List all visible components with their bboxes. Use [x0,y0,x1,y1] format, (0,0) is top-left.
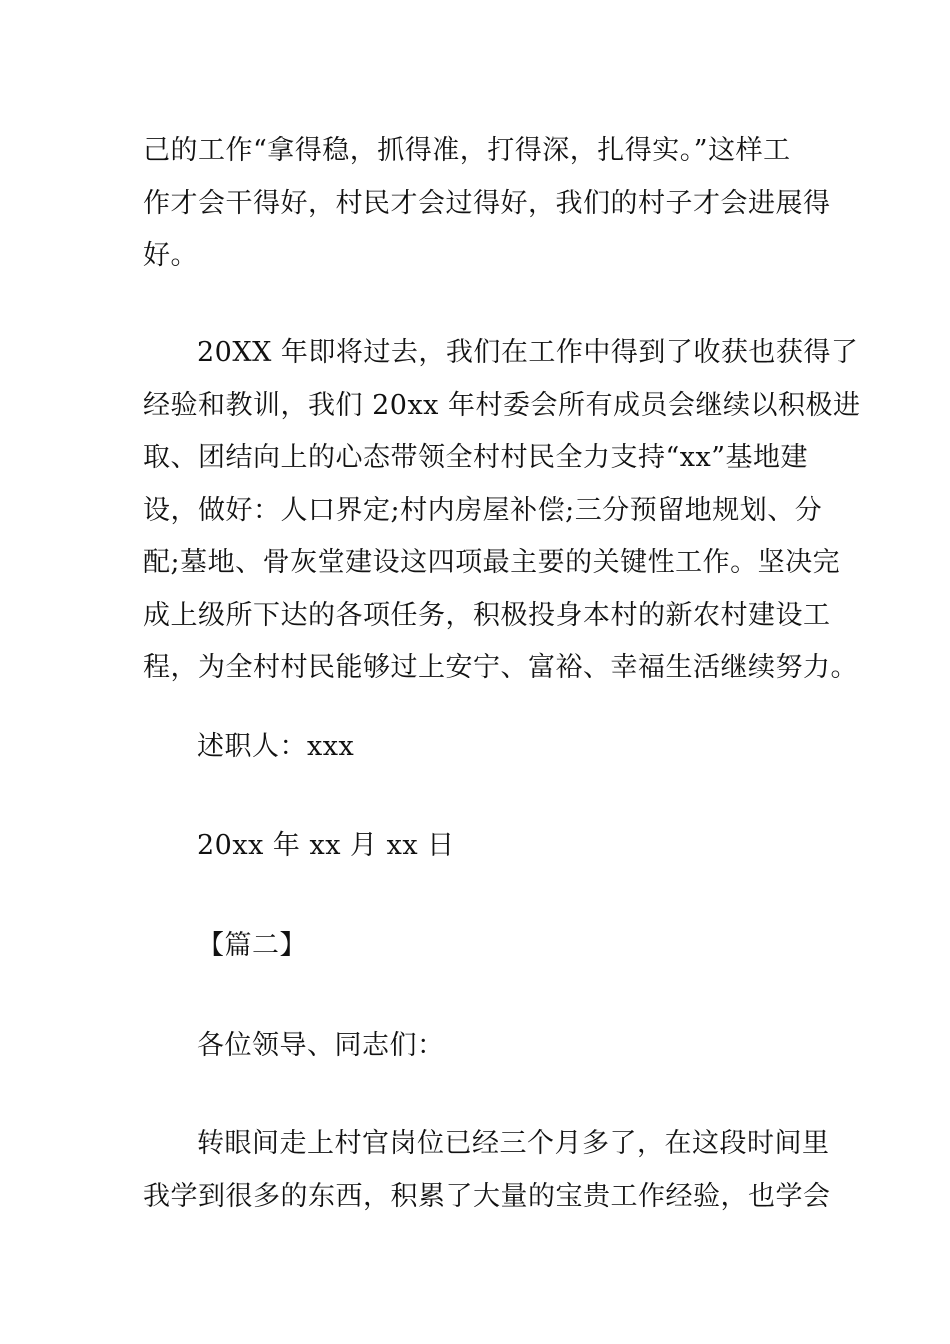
paragraph-2-line-3: 取、团结向上的心态带领全村村民全力支持“xx”基地建 [143,442,809,473]
paragraph-3-line-2: 我学到很多的东西，积累了大量的宝贵工作经验，也学会 [143,1180,831,1212]
paragraph-3 [143,1118,831,1223]
signature-name: 述职人：xxx [197,731,355,762]
paragraph-2-line-5: 配;墓地、骨灰堂建设这四项最主要的关键性工作。坚决完 [143,547,841,578]
paragraph-1-line-1: 己的工作“拿得稳，抓得准，打得深，扎得实。”这样工 [143,135,791,166]
paragraph-2-line-7: 程，为全村村民能够过上安宁、富裕、幸福生活继续努力。 [143,652,858,683]
paragraph-1-line-2: 作才会干得好，村民才会过得好，我们的村子才会进展得 [143,187,831,219]
section-heading-block [143,920,810,973]
paragraph-2-line-2: 经验和教训，我们 20xx 年村委会所有成员会继续以积极进 [143,389,861,421]
signature-label [143,721,810,774]
paragraph-1-line-3: 好。 [143,240,198,271]
paragraph-2 [143,327,861,695]
signature-date-block [143,820,810,873]
paragraph-1 [143,125,831,283]
paragraph-2-line-6: 成上级所下达的各项任务，积极投身本村的新农村建设工 [143,599,831,631]
paragraph-3-line-1: 转眼间走上村官岗位已经三个月多了，在这段时间里 [197,1128,830,1159]
salutation-block [143,1020,810,1073]
section-heading: 【篇二】 [197,930,307,961]
salutation: 各位领导、同志们： [197,1030,445,1061]
paragraph-2-line-1: 20XX 年即将过去，我们在工作中得到了收获也获得了 [197,337,859,368]
signature-date: 20xx 年 xx 月 xx 日 [197,830,455,861]
paragraph-2-line-4: 设，做好：人口界定;村内房屋补偿;三分预留地规划、分 [143,494,823,526]
